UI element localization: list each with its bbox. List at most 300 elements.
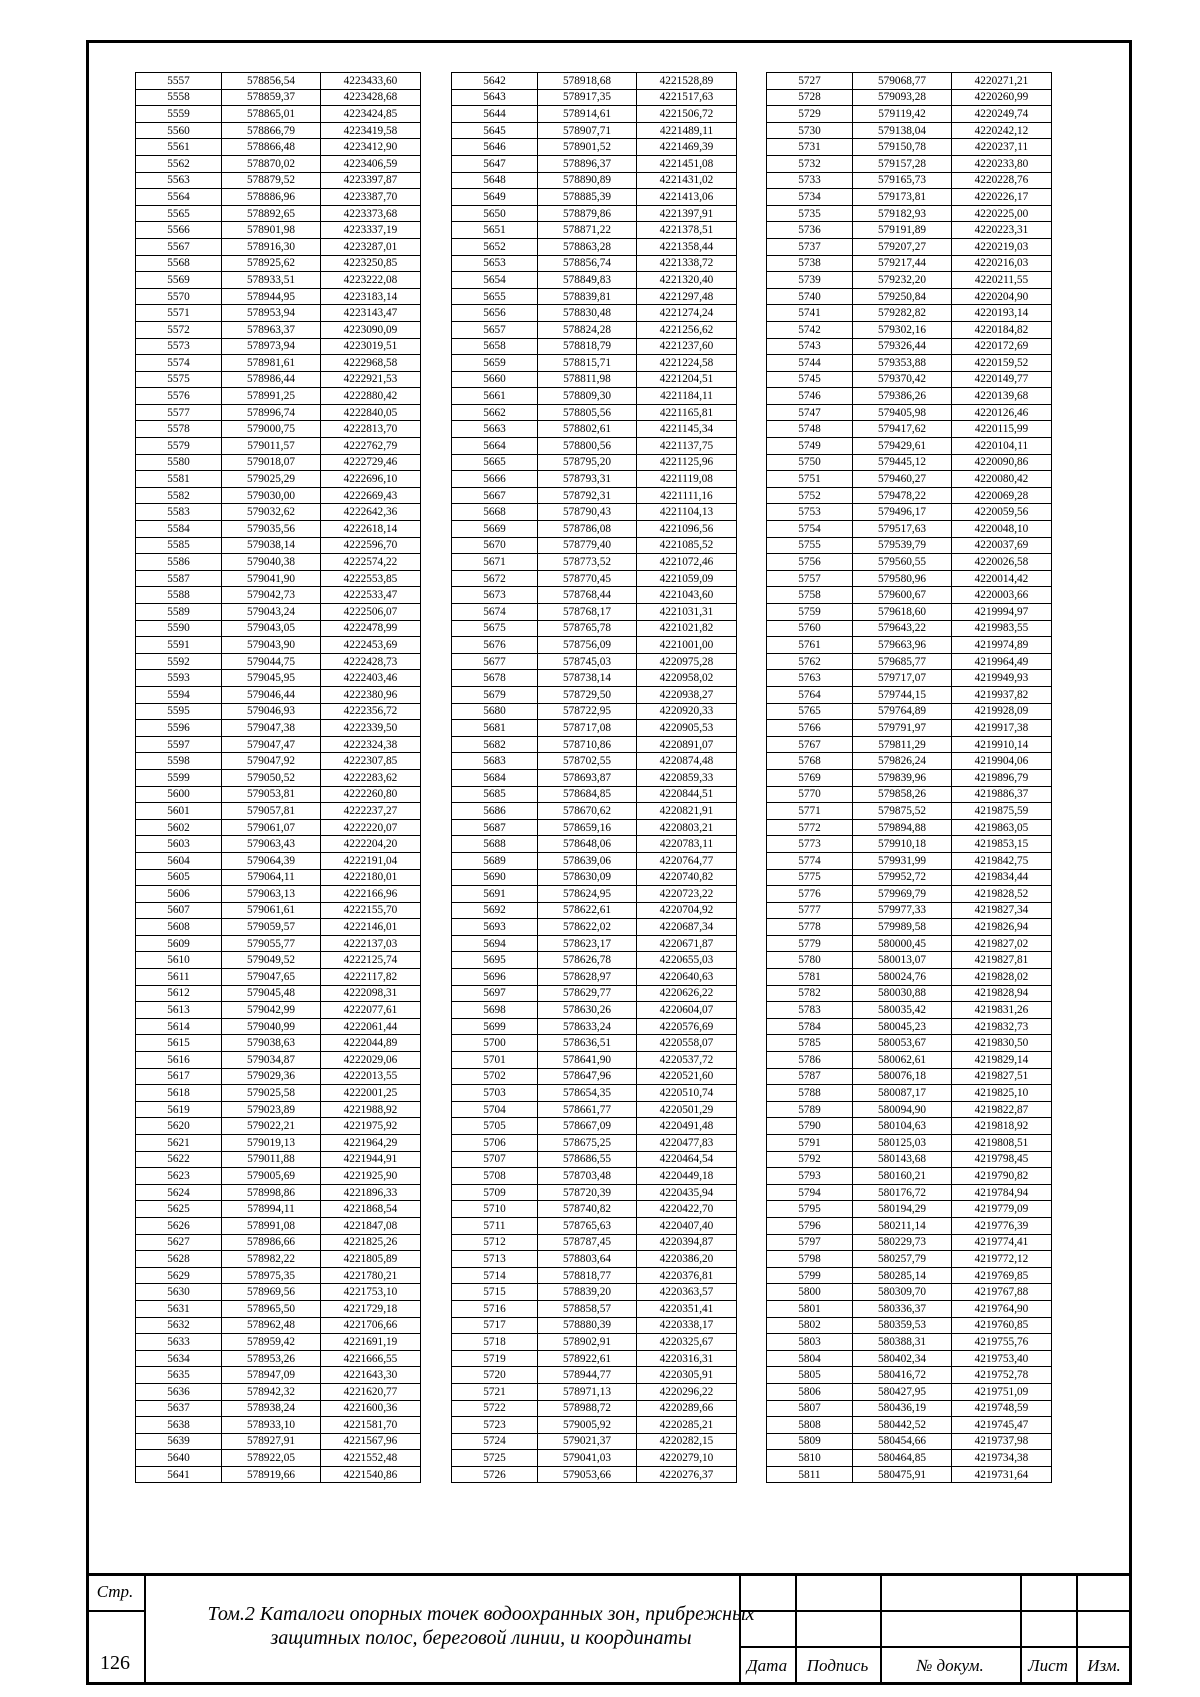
table-row <box>767 670 1052 687</box>
point-number-cell: 5723 <box>452 1417 538 1434</box>
table-row <box>767 1417 1052 1434</box>
y-coordinate-cell: 4222324,38 <box>321 736 421 753</box>
point-number-cell: 5655 <box>452 288 538 305</box>
point-number-cell: 5658 <box>452 338 538 355</box>
x-coordinate-cell: 579030,00 <box>222 487 321 504</box>
x-coordinate-cell: 578786,08 <box>538 521 637 538</box>
y-coordinate-cell: 4220026,58 <box>952 554 1052 571</box>
x-coordinate-cell: 579093,28 <box>853 89 952 106</box>
y-coordinate-cell: 4219863,05 <box>952 819 1052 836</box>
point-number-cell: 5697 <box>452 985 538 1002</box>
x-coordinate-cell: 580104,63 <box>853 1118 952 1135</box>
point-number-cell: 5773 <box>767 836 853 853</box>
table-row <box>136 1251 421 1268</box>
x-coordinate-cell: 578703,48 <box>538 1168 637 1185</box>
table-row <box>452 554 737 571</box>
point-number-cell: 5810 <box>767 1450 853 1467</box>
x-coordinate-cell: 580045,23 <box>853 1018 952 1035</box>
point-number-cell: 5557 <box>136 73 222 90</box>
table-row <box>136 471 421 488</box>
table-row <box>136 1350 421 1367</box>
table-row <box>767 1450 1052 1467</box>
point-number-cell: 5761 <box>767 637 853 654</box>
point-number-cell: 5695 <box>452 952 538 969</box>
point-number-cell: 5774 <box>767 852 853 869</box>
point-number-cell: 5753 <box>767 504 853 521</box>
table-row <box>767 504 1052 521</box>
x-coordinate-cell: 578768,44 <box>538 587 637 604</box>
table-row <box>452 570 737 587</box>
x-coordinate-cell: 578654,35 <box>538 1085 637 1102</box>
y-coordinate-cell: 4220225,00 <box>952 205 1052 222</box>
point-number-cell: 5683 <box>452 753 538 770</box>
x-coordinate-cell: 579517,63 <box>853 521 952 538</box>
x-coordinate-cell: 579302,16 <box>853 321 952 338</box>
table-row <box>452 1417 737 1434</box>
y-coordinate-cell: 4221600,36 <box>321 1400 421 1417</box>
point-number-cell: 5706 <box>452 1135 538 1152</box>
point-number-cell: 5804 <box>767 1350 853 1367</box>
y-coordinate-cell: 4223090,09 <box>321 321 421 338</box>
table-row <box>767 1251 1052 1268</box>
col-change-label: Изм. <box>1087 1656 1121 1675</box>
x-coordinate-cell: 578973,94 <box>222 338 321 355</box>
x-coordinate-cell: 579040,99 <box>222 1018 321 1035</box>
point-number-cell: 5603 <box>136 836 222 853</box>
y-coordinate-cell: 4221451,08 <box>637 155 737 172</box>
x-coordinate-cell: 578745,03 <box>538 653 637 670</box>
y-coordinate-cell: 4219776,39 <box>952 1217 1052 1234</box>
table-row <box>767 587 1052 604</box>
y-coordinate-cell: 4220115,99 <box>952 421 1052 438</box>
point-number-cell: 5803 <box>767 1334 853 1351</box>
y-coordinate-cell: 4220803,21 <box>637 819 737 836</box>
y-coordinate-cell: 4221666,55 <box>321 1350 421 1367</box>
table-row <box>767 1284 1052 1301</box>
table-row <box>767 238 1052 255</box>
x-coordinate-cell: 578892,65 <box>222 205 321 222</box>
y-coordinate-cell: 4220233,80 <box>952 155 1052 172</box>
point-number-cell: 5667 <box>452 487 538 504</box>
y-coordinate-cell: 4220491,48 <box>637 1118 737 1135</box>
point-number-cell: 5609 <box>136 935 222 952</box>
point-number-cell: 5595 <box>136 703 222 720</box>
x-coordinate-cell: 579061,61 <box>222 902 321 919</box>
x-coordinate-cell: 580442,52 <box>853 1417 952 1434</box>
table-row <box>452 255 737 272</box>
x-coordinate-cell: 579931,99 <box>853 852 952 869</box>
y-coordinate-cell: 4220003,66 <box>952 587 1052 604</box>
table-row <box>136 686 421 703</box>
point-number-cell: 5647 <box>452 155 538 172</box>
y-coordinate-cell: 4222044,89 <box>321 1035 421 1052</box>
y-coordinate-cell: 4220204,90 <box>952 288 1052 305</box>
x-coordinate-cell: 579043,05 <box>222 620 321 637</box>
coordinates-table-3 <box>766 72 1052 1483</box>
x-coordinate-cell: 578659,16 <box>538 819 637 836</box>
y-coordinate-cell: 4222339,50 <box>321 720 421 737</box>
table-row <box>767 305 1052 322</box>
x-coordinate-cell: 580285,14 <box>853 1267 952 1284</box>
y-coordinate-cell: 4222506,07 <box>321 604 421 621</box>
table-row <box>136 1450 421 1467</box>
point-number-cell: 5630 <box>136 1284 222 1301</box>
y-coordinate-cell: 4220279,10 <box>637 1450 737 1467</box>
table-row <box>136 769 421 786</box>
table-row <box>452 803 737 820</box>
table-row <box>452 1284 737 1301</box>
y-coordinate-cell: 4219910,14 <box>952 736 1052 753</box>
x-coordinate-cell: 579173,81 <box>853 189 952 206</box>
table-row <box>452 653 737 670</box>
x-coordinate-cell: 579041,90 <box>222 570 321 587</box>
table-row <box>452 819 737 836</box>
table-row <box>452 1251 737 1268</box>
table-row <box>136 421 421 438</box>
table-row <box>452 620 737 637</box>
y-coordinate-cell: 4219917,38 <box>952 720 1052 737</box>
point-number-cell: 5586 <box>136 554 222 571</box>
table-row <box>767 521 1052 538</box>
table-row <box>452 371 737 388</box>
table-row <box>767 73 1052 90</box>
point-number-cell: 5607 <box>136 902 222 919</box>
y-coordinate-cell: 4223433,60 <box>321 73 421 90</box>
table-row <box>767 1002 1052 1019</box>
table-row <box>136 604 421 621</box>
point-number-cell: 5614 <box>136 1018 222 1035</box>
y-coordinate-cell: 4219832,73 <box>952 1018 1052 1035</box>
table-row <box>452 404 737 421</box>
y-coordinate-cell: 4219767,88 <box>952 1284 1052 1301</box>
y-coordinate-cell: 4219904,06 <box>952 753 1052 770</box>
x-coordinate-cell: 579046,44 <box>222 686 321 703</box>
y-coordinate-cell: 4222125,74 <box>321 952 421 969</box>
y-coordinate-cell: 4220394,87 <box>637 1234 737 1251</box>
point-number-cell: 5712 <box>452 1234 538 1251</box>
point-number-cell: 5684 <box>452 769 538 786</box>
table-row <box>136 454 421 471</box>
table-row <box>136 1433 421 1450</box>
table-row <box>136 886 421 903</box>
y-coordinate-cell: 4219772,12 <box>952 1251 1052 1268</box>
x-coordinate-cell: 578839,20 <box>538 1284 637 1301</box>
x-coordinate-cell: 578630,09 <box>538 869 637 886</box>
point-number-cell: 5703 <box>452 1085 538 1102</box>
point-number-cell: 5621 <box>136 1135 222 1152</box>
point-number-cell: 5809 <box>767 1433 853 1450</box>
x-coordinate-cell: 578863,28 <box>538 238 637 255</box>
point-number-cell: 5788 <box>767 1085 853 1102</box>
x-coordinate-cell: 578805,56 <box>538 404 637 421</box>
table-row <box>136 521 421 538</box>
point-number-cell: 5806 <box>767 1383 853 1400</box>
y-coordinate-cell: 4221825,26 <box>321 1234 421 1251</box>
point-number-cell: 5566 <box>136 222 222 239</box>
x-coordinate-cell: 579119,42 <box>853 106 952 123</box>
table-row <box>136 288 421 305</box>
point-number-cell: 5656 <box>452 305 538 322</box>
y-coordinate-cell: 4219842,75 <box>952 852 1052 869</box>
y-coordinate-cell: 4220351,41 <box>637 1300 737 1317</box>
point-number-cell: 5663 <box>452 421 538 438</box>
point-number-cell: 5669 <box>452 521 538 538</box>
x-coordinate-cell: 579600,67 <box>853 587 952 604</box>
table-row <box>136 836 421 853</box>
point-number-cell: 5657 <box>452 321 538 338</box>
table-row <box>767 819 1052 836</box>
point-number-cell: 5597 <box>136 736 222 753</box>
y-coordinate-cell: 4223424,85 <box>321 106 421 123</box>
table-row <box>767 371 1052 388</box>
page-label: Стр. <box>96 1582 134 1601</box>
table-row <box>452 1433 737 1450</box>
y-coordinate-cell: 4220671,87 <box>637 935 737 952</box>
x-coordinate-cell: 580416,72 <box>853 1367 952 1384</box>
point-number-cell: 5569 <box>136 272 222 289</box>
point-number-cell: 5675 <box>452 620 538 637</box>
point-number-cell: 5742 <box>767 321 853 338</box>
point-number-cell: 5792 <box>767 1151 853 1168</box>
point-number-cell: 5755 <box>767 537 853 554</box>
table-row <box>136 653 421 670</box>
x-coordinate-cell: 579023,89 <box>222 1101 321 1118</box>
x-coordinate-cell: 579353,88 <box>853 355 952 372</box>
x-coordinate-cell: 579029,36 <box>222 1068 321 1085</box>
x-coordinate-cell: 578779,40 <box>538 537 637 554</box>
point-number-cell: 5606 <box>136 886 222 903</box>
table-row <box>452 1450 737 1467</box>
table-row <box>452 1201 737 1218</box>
point-number-cell: 5638 <box>136 1417 222 1434</box>
table-row <box>136 355 421 372</box>
y-coordinate-cell: 4219949,93 <box>952 670 1052 687</box>
table-row <box>767 438 1052 455</box>
point-number-cell: 5721 <box>452 1383 538 1400</box>
y-coordinate-cell: 4222968,58 <box>321 355 421 372</box>
table-row <box>767 487 1052 504</box>
y-coordinate-cell: 4219829,14 <box>952 1052 1052 1069</box>
y-coordinate-cell: 4221691,19 <box>321 1334 421 1351</box>
point-number-cell: 5710 <box>452 1201 538 1218</box>
table-row <box>452 139 737 156</box>
y-coordinate-cell: 4223428,68 <box>321 89 421 106</box>
table-row <box>136 952 421 969</box>
y-coordinate-cell: 4219752,78 <box>952 1367 1052 1384</box>
y-coordinate-cell: 4222618,14 <box>321 521 421 538</box>
y-coordinate-cell: 4220859,33 <box>637 769 737 786</box>
x-coordinate-cell: 579025,58 <box>222 1085 321 1102</box>
point-number-cell: 5664 <box>452 438 538 455</box>
point-number-cell: 5737 <box>767 238 853 255</box>
table-row <box>136 1018 421 1035</box>
y-coordinate-cell: 4222729,46 <box>321 454 421 471</box>
point-number-cell: 5727 <box>767 73 853 90</box>
table-row <box>767 1168 1052 1185</box>
y-coordinate-cell: 4219828,94 <box>952 985 1052 1002</box>
x-coordinate-cell: 579157,28 <box>853 155 952 172</box>
point-number-cell: 5687 <box>452 819 538 836</box>
x-coordinate-cell: 578636,51 <box>538 1035 637 1052</box>
point-number-cell: 5739 <box>767 272 853 289</box>
x-coordinate-cell: 578693,87 <box>538 769 637 786</box>
x-coordinate-cell: 578818,77 <box>538 1267 637 1284</box>
point-number-cell: 5625 <box>136 1201 222 1218</box>
table-row <box>767 836 1052 853</box>
table-row <box>767 404 1052 421</box>
x-coordinate-cell: 578890,89 <box>538 172 637 189</box>
point-number-cell: 5775 <box>767 869 853 886</box>
point-number-cell: 5575 <box>136 371 222 388</box>
point-number-cell: 5720 <box>452 1367 538 1384</box>
y-coordinate-cell: 4221944,91 <box>321 1151 421 1168</box>
x-coordinate-cell: 578944,95 <box>222 288 321 305</box>
point-number-cell: 5713 <box>452 1251 538 1268</box>
x-coordinate-cell: 578815,71 <box>538 355 637 372</box>
x-coordinate-cell: 579050,52 <box>222 769 321 786</box>
point-number-cell: 5740 <box>767 288 853 305</box>
table-row <box>452 1383 737 1400</box>
point-number-cell: 5636 <box>136 1383 222 1400</box>
point-number-cell: 5732 <box>767 155 853 172</box>
table-row <box>452 935 737 952</box>
table-row <box>136 122 421 139</box>
x-coordinate-cell: 580194,29 <box>853 1201 952 1218</box>
x-coordinate-cell: 579977,33 <box>853 902 952 919</box>
table-row <box>136 803 421 820</box>
y-coordinate-cell: 4219784,94 <box>952 1184 1052 1201</box>
table-row <box>452 73 737 90</box>
point-number-cell: 5634 <box>136 1350 222 1367</box>
point-number-cell: 5757 <box>767 570 853 587</box>
y-coordinate-cell: 4221320,40 <box>637 272 737 289</box>
table-row <box>136 852 421 869</box>
point-number-cell: 5766 <box>767 720 853 737</box>
x-coordinate-cell: 579717,07 <box>853 670 952 687</box>
table-row <box>136 1267 421 1284</box>
point-number-cell: 5707 <box>452 1151 538 1168</box>
x-coordinate-cell: 578686,55 <box>538 1151 637 1168</box>
x-coordinate-cell: 578722,95 <box>538 703 637 720</box>
x-coordinate-cell: 578675,25 <box>538 1135 637 1152</box>
point-number-cell: 5644 <box>452 106 538 123</box>
point-number-cell: 5592 <box>136 653 222 670</box>
x-coordinate-cell: 578824,28 <box>538 321 637 338</box>
y-coordinate-cell: 4220282,15 <box>637 1433 737 1450</box>
point-number-cell: 5645 <box>452 122 538 139</box>
y-coordinate-cell: 4221096,56 <box>637 521 737 538</box>
col-signature-label: Подпись <box>806 1656 869 1675</box>
x-coordinate-cell: 578886,96 <box>222 189 321 206</box>
table-row <box>452 1018 737 1035</box>
y-coordinate-cell: 4221137,75 <box>637 438 737 455</box>
point-number-cell: 5618 <box>136 1085 222 1102</box>
table-row <box>767 222 1052 239</box>
y-coordinate-cell: 4219790,82 <box>952 1168 1052 1185</box>
y-coordinate-cell: 4222098,31 <box>321 985 421 1002</box>
y-coordinate-cell: 4219737,98 <box>952 1433 1052 1450</box>
point-number-cell: 5635 <box>136 1367 222 1384</box>
y-coordinate-cell: 4221896,33 <box>321 1184 421 1201</box>
x-coordinate-cell: 578871,22 <box>538 222 637 239</box>
point-number-cell: 5717 <box>452 1317 538 1334</box>
x-coordinate-cell: 580035,42 <box>853 1002 952 1019</box>
x-coordinate-cell: 579038,14 <box>222 537 321 554</box>
point-number-cell: 5786 <box>767 1052 853 1069</box>
table-row <box>452 720 737 737</box>
table-row <box>767 653 1052 670</box>
x-coordinate-cell: 578922,61 <box>538 1350 637 1367</box>
y-coordinate-cell: 4221540,86 <box>321 1466 421 1483</box>
y-coordinate-cell: 4221224,58 <box>637 355 737 372</box>
y-coordinate-cell: 4221868,54 <box>321 1201 421 1218</box>
table-row <box>452 1052 737 1069</box>
y-coordinate-cell: 4219760,85 <box>952 1317 1052 1334</box>
y-coordinate-cell: 4220126,46 <box>952 404 1052 421</box>
y-coordinate-cell: 4219755,76 <box>952 1334 1052 1351</box>
table-row <box>136 1417 421 1434</box>
y-coordinate-cell: 4221552,48 <box>321 1450 421 1467</box>
coordinates-table-1 <box>135 72 421 1483</box>
y-coordinate-cell: 4219834,44 <box>952 869 1052 886</box>
table-row <box>452 355 737 372</box>
x-coordinate-cell: 578959,42 <box>222 1334 321 1351</box>
table-row <box>136 703 421 720</box>
table-row <box>767 338 1052 355</box>
x-coordinate-cell: 579894,88 <box>853 819 952 836</box>
x-coordinate-cell: 579046,93 <box>222 703 321 720</box>
x-coordinate-cell: 579047,38 <box>222 720 321 737</box>
table-row <box>767 1317 1052 1334</box>
table-row <box>136 1168 421 1185</box>
y-coordinate-cell: 4220296,22 <box>637 1383 737 1400</box>
point-number-cell: 5627 <box>136 1234 222 1251</box>
table-row <box>136 404 421 421</box>
y-coordinate-cell: 4219828,02 <box>952 969 1052 986</box>
y-coordinate-cell: 4220604,07 <box>637 1002 737 1019</box>
point-number-cell: 5805 <box>767 1367 853 1384</box>
y-coordinate-cell: 4221581,70 <box>321 1417 421 1434</box>
point-number-cell: 5596 <box>136 720 222 737</box>
y-coordinate-cell: 4220655,03 <box>637 952 737 969</box>
x-coordinate-cell: 580094,90 <box>853 1101 952 1118</box>
point-number-cell: 5561 <box>136 139 222 156</box>
y-coordinate-cell: 4220228,76 <box>952 172 1052 189</box>
table-row <box>452 421 737 438</box>
y-coordinate-cell: 4220407,40 <box>637 1217 737 1234</box>
y-coordinate-cell: 4222880,42 <box>321 388 421 405</box>
point-number-cell: 5709 <box>452 1184 538 1201</box>
table-row <box>452 1151 737 1168</box>
point-number-cell: 5653 <box>452 255 538 272</box>
x-coordinate-cell: 579047,92 <box>222 753 321 770</box>
y-coordinate-cell: 4221506,72 <box>637 106 737 123</box>
table-row <box>767 554 1052 571</box>
y-coordinate-cell: 4222840,05 <box>321 404 421 421</box>
point-number-cell: 5797 <box>767 1234 853 1251</box>
document-title-line-1: Том.2 Каталоги опорных точек водоохранных зон, прибрежных <box>207 1603 755 1625</box>
y-coordinate-cell: 4222029,06 <box>321 1052 421 1069</box>
x-coordinate-cell: 579150,78 <box>853 139 952 156</box>
x-coordinate-cell: 578994,11 <box>222 1201 321 1218</box>
point-number-cell: 5780 <box>767 952 853 969</box>
point-number-cell: 5574 <box>136 355 222 372</box>
x-coordinate-cell: 579875,52 <box>853 803 952 820</box>
x-coordinate-cell: 578647,96 <box>538 1068 637 1085</box>
y-coordinate-cell: 4221043,60 <box>637 587 737 604</box>
x-coordinate-cell: 579064,11 <box>222 869 321 886</box>
x-coordinate-cell: 578633,24 <box>538 1018 637 1035</box>
